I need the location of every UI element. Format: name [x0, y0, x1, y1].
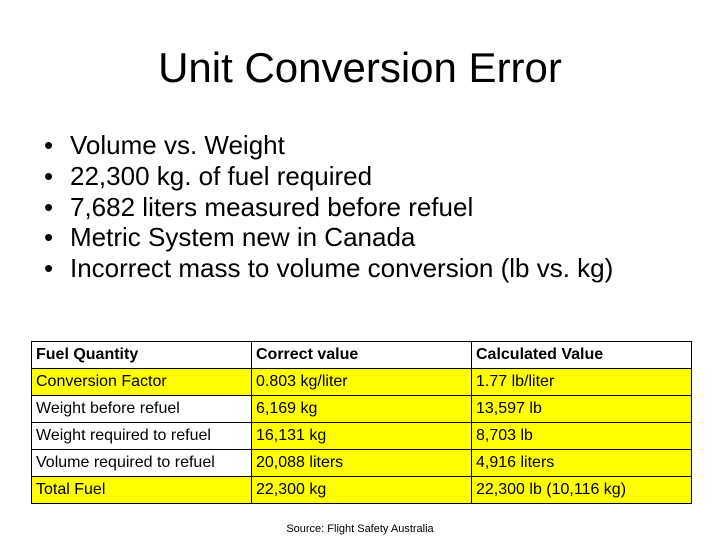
table-row — [32, 450, 692, 477]
slide-title: Unit Conversion Error — [158, 44, 562, 91]
table-cell: 6,169 kg — [252, 396, 472, 423]
bullet-item — [44, 130, 613, 161]
bullet-item — [44, 253, 613, 284]
header-cell-calculated-value: Calculated Value — [472, 342, 692, 369]
table-cell: Volume required to refuel — [32, 450, 252, 477]
bullet-marker: • — [44, 130, 54, 160]
bullet-marker: • — [44, 160, 54, 191]
table-cell: 22,300 kg — [252, 477, 472, 504]
bullet-marker: • — [44, 222, 54, 253]
bullet-item — [44, 222, 613, 253]
bullet-text: 22,300 kg. of fuel required — [70, 160, 373, 191]
bullet-text: Incorrect mass to volume conversion (lb vs. kg) — [70, 253, 614, 284]
table-row — [32, 477, 692, 504]
bullet-text: Metric System new in Canada — [70, 222, 416, 253]
bullet-list — [44, 130, 613, 284]
bullet-marker: • — [44, 191, 54, 222]
table-row — [32, 369, 692, 396]
table-cell: 1.77 lb/liter — [472, 369, 692, 396]
table-cell: 8,703 lb — [472, 423, 692, 450]
table-row — [32, 396, 692, 423]
table-row — [32, 423, 692, 450]
table-cell: Conversion Factor — [32, 369, 252, 396]
bullet-text: 7,682 liters measured before refuel — [70, 191, 474, 222]
bullet-text: Volume vs. Weight — [70, 130, 285, 160]
table-cell: Weight before refuel — [32, 396, 252, 423]
conversion-table — [31, 341, 692, 504]
table-header-row — [32, 342, 692, 369]
table-cell: 22,300 lb (10,116 kg) — [472, 477, 692, 504]
table-cell: 16,131 kg — [252, 423, 472, 450]
source-caption: Source: Flight Safety Australia — [286, 523, 434, 535]
table-cell: 13,597 lb — [472, 396, 692, 423]
bullet-marker: • — [44, 253, 54, 284]
table-cell: Weight required to refuel — [32, 423, 252, 450]
table-cell: 20,088 liters — [252, 450, 472, 477]
header-cell-correct-value: Correct value — [252, 342, 472, 369]
bullet-item — [44, 192, 613, 223]
table-cell: 0.803 kg/liter — [252, 369, 472, 396]
table-cell: Total Fuel — [32, 477, 252, 504]
header-cell-fuel-quantity: Fuel Quantity — [32, 342, 252, 369]
bullet-item — [44, 161, 613, 192]
table-cell: 4,916 liters — [472, 450, 692, 477]
